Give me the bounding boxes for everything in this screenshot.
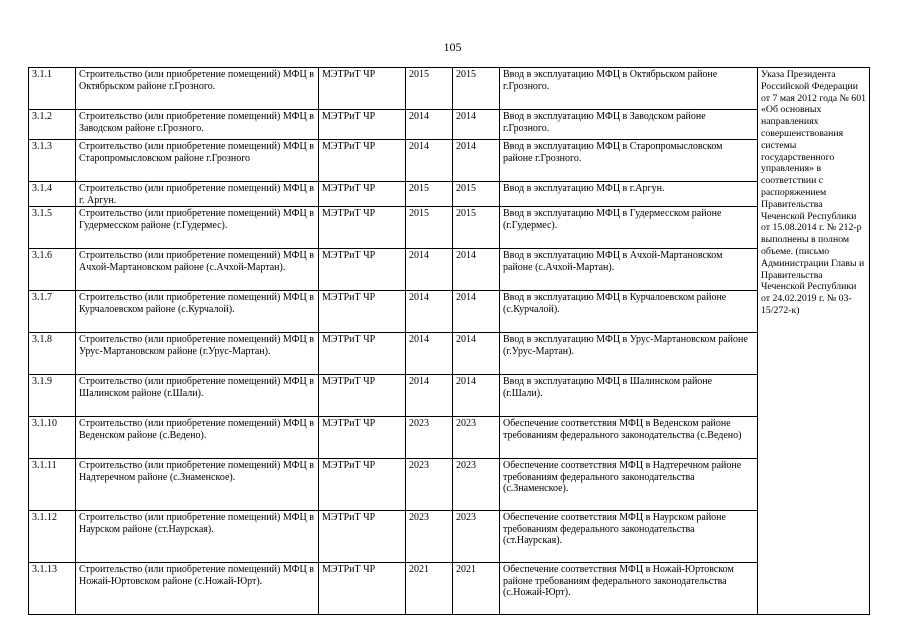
table-row: [29, 140, 870, 182]
table-row: [29, 459, 870, 511]
row-number-cell: 3.1.4: [29, 182, 76, 207]
end-year-cell: 2015: [453, 182, 500, 207]
executor-cell: МЭТРиТ ЧР: [319, 249, 406, 291]
executor-cell: МЭТРиТ ЧР: [319, 511, 406, 563]
end-year-cell: 2023: [453, 459, 500, 511]
end-year-cell: 2023: [453, 417, 500, 459]
row-number-cell: 3.1.3: [29, 140, 76, 182]
start-year-cell: 2015: [406, 182, 453, 207]
measure-name-cell: Строительство (или приобретение помещений) МФЦ в Старопромысловском районе г.Грозного: [76, 140, 319, 182]
start-year-cell: 2023: [406, 511, 453, 563]
measures-table: [28, 67, 870, 615]
start-year-cell: 2014: [406, 110, 453, 140]
executor-cell: МЭТРиТ ЧР: [319, 333, 406, 375]
end-year-cell: 2014: [453, 333, 500, 375]
executor-cell: МЭТРиТ ЧР: [319, 207, 406, 249]
row-number-cell: 3.1.5: [29, 207, 76, 249]
end-year-cell: 2015: [453, 207, 500, 249]
start-year-cell: 2014: [406, 291, 453, 333]
row-number-cell: 3.1.7: [29, 291, 76, 333]
expected-result-cell: Обеспечение соответствия МФЦ в Веденском районе требованиям федерального законодательства (с.Ведено): [500, 417, 758, 459]
row-number-cell: 3.1.13: [29, 563, 76, 615]
expected-result-cell: Ввод в эксплуатацию МФЦ в Октябрьском районе г.Грозного.: [500, 68, 758, 110]
row-number-cell: 3.1.1: [29, 68, 76, 110]
table-row: [29, 291, 870, 333]
executor-cell: МЭТРиТ ЧР: [319, 459, 406, 511]
row-number-cell: 3.1.6: [29, 249, 76, 291]
measure-name-cell: Строительство (или приобретение помещений) МФЦ в Наурском районе (ст.Наурская).: [76, 511, 319, 563]
start-year-cell: 2014: [406, 140, 453, 182]
start-year-cell: 2015: [406, 68, 453, 110]
start-year-cell: 2014: [406, 375, 453, 417]
table-row: [29, 110, 870, 140]
row-number-cell: 3.1.10: [29, 417, 76, 459]
row-number-cell: 3.1.12: [29, 511, 76, 563]
measure-name-cell: Строительство (или приобретение помещений) МФЦ в Надтеречном районе (с.Знаменское).: [76, 459, 319, 511]
table-row: [29, 511, 870, 563]
note-cell: Указа Президента Российской Федерации от 7 мая 2012 года № 601 «Об основных направлениях совершенствования системы государственного управления» в соответствии с распоряжением Правительства Чеченской Республики от 15.08.2014 г. № 212-р выполнены в полном объеме. (письмо Администрации Главы и Правительства Чеченской Республики от 24.02.2019 г. № 03-15/272-к): [758, 68, 870, 615]
expected-result-cell: Ввод в эксплуатацию МФЦ в Курчалоевском районе (с.Курчалой).: [500, 291, 758, 333]
start-year-cell: 2014: [406, 249, 453, 291]
measure-name-cell: Строительство (или приобретение помещений) МФЦ в г. Аргун.: [76, 182, 319, 207]
executor-cell: МЭТРиТ ЧР: [319, 110, 406, 140]
start-year-cell: 2015: [406, 207, 453, 249]
table-row: [29, 249, 870, 291]
expected-result-cell: Обеспечение соответствия МФЦ в Ножай-Юртовском районе требованиям федерального законодательства (с.Ножай-Юрт).: [500, 563, 758, 615]
end-year-cell: 2015: [453, 68, 500, 110]
end-year-cell: 2023: [453, 511, 500, 563]
table-row: [29, 68, 870, 110]
start-year-cell: 2014: [406, 333, 453, 375]
row-number-cell: 3.1.11: [29, 459, 76, 511]
table-body: [29, 68, 870, 615]
expected-result-cell: Ввод в эксплуатацию МФЦ в Гудермесском районе (г.Гудермес).: [500, 207, 758, 249]
executor-cell: МЭТРиТ ЧР: [319, 375, 406, 417]
page-number: 105: [443, 40, 462, 54]
measure-name-cell: Строительство (или приобретение помещений) МФЦ в Заводском районе г.Грозного.: [76, 110, 319, 140]
end-year-cell: 2014: [453, 249, 500, 291]
expected-result-cell: Ввод в эксплуатацию МФЦ в Старопромысловском районе г.Грозного.: [500, 140, 758, 182]
expected-result-cell: Ввод в эксплуатацию МФЦ в Заводском районе г.Грозного.: [500, 110, 758, 140]
measure-name-cell: Строительство (или приобретение помещений) МФЦ в Урус-Мартановском районе (г.Урус-Мартан).: [76, 333, 319, 375]
executor-cell: МЭТРиТ ЧР: [319, 563, 406, 615]
measure-name-cell: Строительство (или приобретение помещений) МФЦ в Гудермесском районе (г.Гудермес).: [76, 207, 319, 249]
end-year-cell: 2014: [453, 291, 500, 333]
measure-name-cell: Строительство (или приобретение помещений) МФЦ в Веденском районе (с.Ведено).: [76, 417, 319, 459]
measure-name-cell: Строительство (или приобретение помещений) МФЦ в Ножай-Юртовском районе (с.Ножай-Юрт).: [76, 563, 319, 615]
measure-name-cell: Строительство (или приобретение помещений) МФЦ в Шалинском районе (г.Шали).: [76, 375, 319, 417]
table-row: [29, 207, 870, 249]
row-number-cell: 3.1.2: [29, 110, 76, 140]
executor-cell: МЭТРиТ ЧР: [319, 68, 406, 110]
start-year-cell: 2023: [406, 417, 453, 459]
table-row: [29, 333, 870, 375]
row-number-cell: 3.1.8: [29, 333, 76, 375]
end-year-cell: 2014: [453, 110, 500, 140]
table-row: [29, 563, 870, 615]
expected-result-cell: Ввод в эксплуатацию МФЦ в Шалинском районе (г.Шали).: [500, 375, 758, 417]
end-year-cell: 2014: [453, 375, 500, 417]
executor-cell: МЭТРиТ ЧР: [319, 140, 406, 182]
table-row: [29, 375, 870, 417]
measure-name-cell: Строительство (или приобретение помещений) МФЦ в Октябрьском районе г.Грозного.: [76, 68, 319, 110]
expected-result-cell: Ввод в эксплуатацию МФЦ в Урус-Мартановском районе (г.Урус-Мартан).: [500, 333, 758, 375]
measure-name-cell: Строительство (или приобретение помещений) МФЦ в Курчалоевском районе (с.Курчалой).: [76, 291, 319, 333]
executor-cell: МЭТРиТ ЧР: [319, 291, 406, 333]
expected-result-cell: Ввод в эксплуатацию МФЦ в г.Аргун.: [500, 182, 758, 207]
row-number-cell: 3.1.9: [29, 375, 76, 417]
expected-result-cell: Ввод в эксплуатацию МФЦ в Ачхой-Мартановском районе (с.Ачхой-Мартан).: [500, 249, 758, 291]
executor-cell: МЭТРиТ ЧР: [319, 182, 406, 207]
table-row: [29, 417, 870, 459]
start-year-cell: 2021: [406, 563, 453, 615]
end-year-cell: 2021: [453, 563, 500, 615]
table-row: [29, 182, 870, 207]
expected-result-cell: Обеспечение соответствия МФЦ в Надтеречном районе требованиям федерального законодательства (с.Знаменское).: [500, 459, 758, 511]
end-year-cell: 2014: [453, 140, 500, 182]
expected-result-cell: Обеспечение соответствия МФЦ в Наурском районе требованиям федерального законодательства (ст.Наурская).: [500, 511, 758, 563]
start-year-cell: 2023: [406, 459, 453, 511]
executor-cell: МЭТРиТ ЧР: [319, 417, 406, 459]
measure-name-cell: Строительство (или приобретение помещений) МФЦ в Ачхой-Мартановском районе (с.Ачхой-Мартан).: [76, 249, 319, 291]
